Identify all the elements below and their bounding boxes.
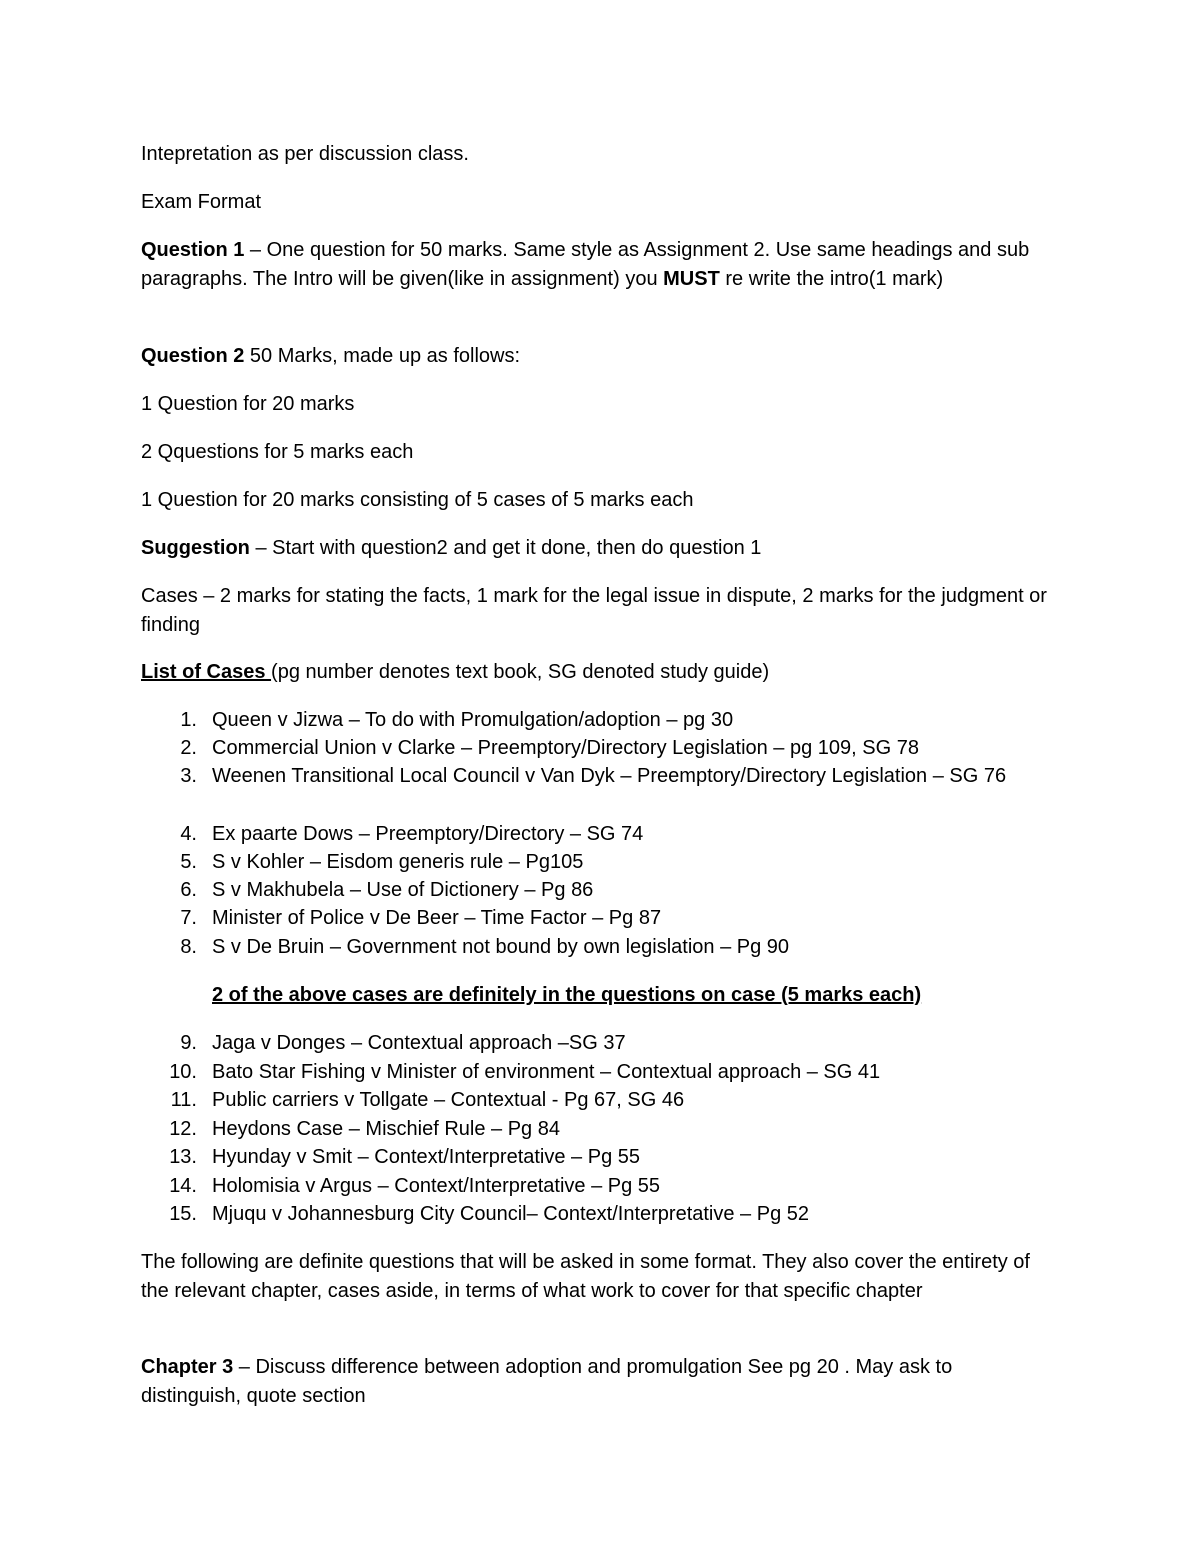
following-note: The following are definite questions that will be asked in some format. They also cover the entirety of the relevant chapter, cases aside, in terms of what work to cover for that specific chapter xyxy=(141,1251,1030,1302)
definite-note-text: 2 of the above cases are definitely in the questions on case (5 marks each) xyxy=(212,984,922,1006)
exam-format-heading: Exam Format xyxy=(141,191,262,213)
intro-line: Intepretation as per discussion class. xyxy=(141,143,469,165)
list-text: Ex paarte Dows – Preemptory/Directory – SG 74 xyxy=(212,823,644,845)
list-heading xyxy=(141,658,1051,687)
list-text: Holomisia v Argus – Context/Interpretative – Pg 55 xyxy=(212,1175,661,1197)
definite-note xyxy=(212,981,1052,1010)
list-text: Queen v Jizwa – To do with Promulgation/adoption – pg 30 xyxy=(212,709,734,731)
breakdown-line: 2 Qquestions for 5 marks each xyxy=(141,441,414,463)
list-number: 11. xyxy=(170,1089,197,1111)
list-number: 15. xyxy=(169,1203,197,1225)
chapter-3-text: – Discuss difference between adoption and promulgation See pg 20 . May ask to distinguish, quote section xyxy=(141,1356,953,1407)
list-text: Hyunday v Smit – Context/Interpretative – Pg 55 xyxy=(212,1146,640,1168)
list-text: Heydons Case – Mischief Rule – Pg 84 xyxy=(212,1118,560,1140)
chapter-3-label: Chapter 3 xyxy=(141,1356,234,1378)
list-heading-label: List of Cases xyxy=(141,661,272,683)
chapter-3-paragraph xyxy=(141,1353,1051,1410)
breakdown-line: 1 Question for 20 marks consisting of 5 cases of 5 marks each xyxy=(141,489,694,511)
suggestion-paragraph xyxy=(141,534,1051,563)
suggestion-label: Suggestion xyxy=(141,537,250,559)
list-number: 4. xyxy=(180,823,197,845)
must-emphasis: MUST xyxy=(663,267,720,290)
list-text: Bato Star Fishing v Minister of environment – Contextual approach – SG 41 xyxy=(212,1061,881,1083)
list-text: S v De Bruin – Government not bound by own legislation – Pg 90 xyxy=(212,936,790,958)
list-heading-text: (pg number denotes text book, SG denoted study guide) xyxy=(271,661,770,683)
list-text: Minister of Police v De Beer – Time Factor – Pg 87 xyxy=(212,907,662,929)
list-text: S v Kohler – Eisdom generis rule – Pg105 xyxy=(212,851,584,873)
list-number: 1. xyxy=(180,709,197,731)
question-2-label: Question 2 xyxy=(141,345,245,367)
list-text: S v Makhubela – Use of Dictionery – Pg 86 xyxy=(212,879,594,901)
cases-note: Cases – 2 marks for stating the facts, 1 mark for the legal issue in dispute, 2 marks for the judgment or finding xyxy=(141,585,1047,636)
question-2-text: 50 Marks, made up as follows: xyxy=(244,345,521,367)
list-number: 10. xyxy=(169,1061,197,1083)
breakdown-line: 1 Question for 20 marks xyxy=(141,393,355,415)
list-number: 9. xyxy=(180,1032,197,1054)
question-1-text-a: – One question for 50 marks. Same style as Assignment 2. Use same headings and sub paragraphs. The Intro will be given(like in assignment) you xyxy=(141,239,1030,290)
list-number: 5. xyxy=(180,851,197,873)
list-text: Weenen Transitional Local Council v Van Dyk – Preemptory/Directory Legislation – SG 76 xyxy=(212,765,1007,787)
list-text: Commercial Union v Clarke – Preemptory/Directory Legislation – pg 109, SG 78 xyxy=(212,737,919,759)
list-number: 6. xyxy=(180,879,197,901)
list-number: 14. xyxy=(169,1175,197,1197)
question-1-label: Question 1 xyxy=(141,239,245,261)
list-number: 12. xyxy=(169,1118,197,1140)
question-2-paragraph xyxy=(141,342,1051,371)
list-number: 8. xyxy=(180,936,197,958)
list-text: Public carriers v Tollgate – Contextual - Pg 67, SG 46 xyxy=(212,1089,685,1111)
list-number: 2. xyxy=(180,737,197,759)
list-number: 13. xyxy=(169,1146,197,1168)
list-text: Mjuqu v Johannesburg City Council– Context/Interpretative – Pg 52 xyxy=(212,1203,810,1225)
list-number: 7. xyxy=(180,907,197,929)
list-number: 3. xyxy=(180,765,197,787)
list-text: Jaga v Donges – Contextual approach –SG 37 xyxy=(212,1032,626,1054)
question-1-text-b: re write the intro(1 mark) xyxy=(719,267,944,290)
suggestion-text: – Start with question2 and get it done, then do question 1 xyxy=(249,537,762,559)
question-1-paragraph xyxy=(141,236,1051,293)
